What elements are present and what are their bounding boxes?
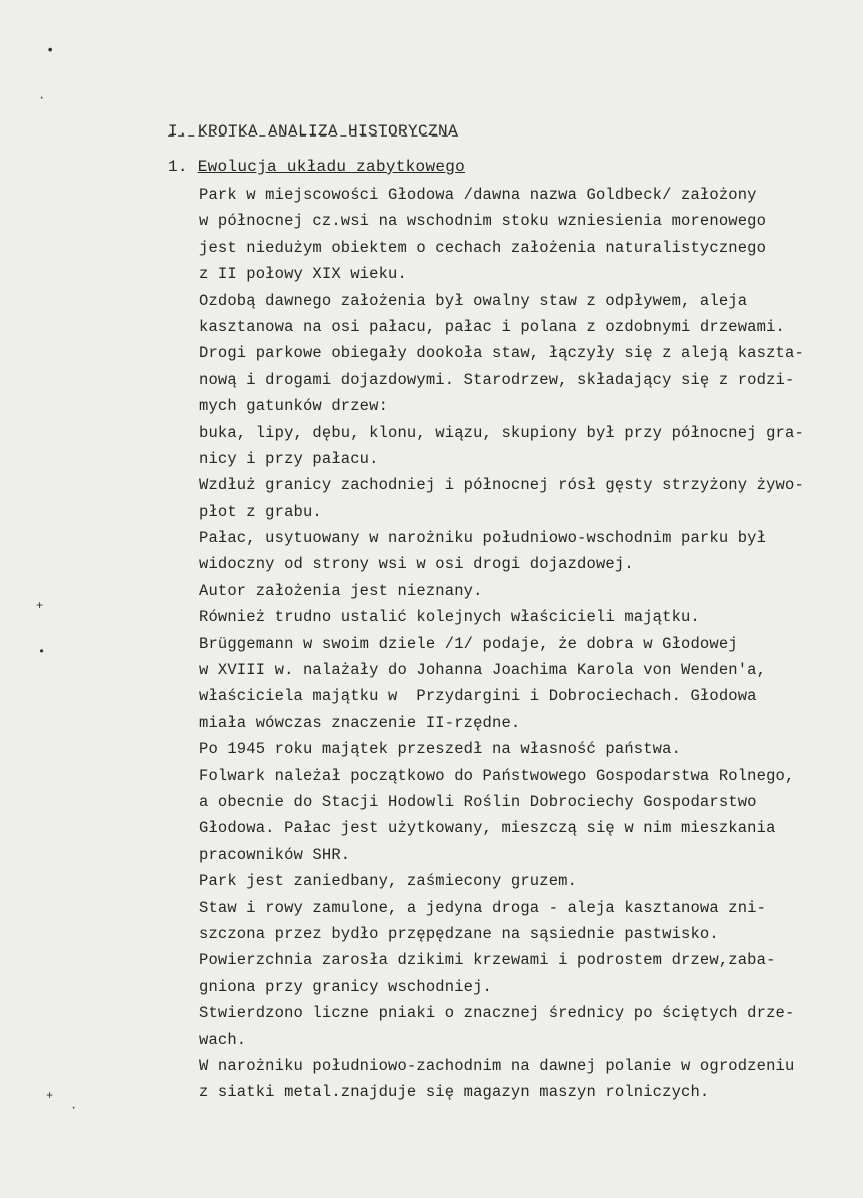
text-line: Ozdobą dawnego założenia był owalny staw z odpływem, aleja	[199, 291, 748, 310]
text-line: z siatki metal.znajduje się magazyn maszyn rolniczych.	[199, 1083, 710, 1102]
text-line: pracowników SHR.	[199, 845, 351, 864]
text-line: jest niedużym obiektem o cechach założenia naturalistycznego	[199, 238, 767, 257]
text-line: buka, lipy, dębu, klonu, wiązu, skupiony był przy północnej gra-	[199, 423, 804, 442]
text-line: Drogi parkowe obiegały dookoła staw, łączyły się z aleją kaszta-	[199, 344, 804, 363]
text-line: wach.	[199, 1030, 247, 1049]
text-line: a obecnie do Stacji Hodowli Roślin Dobrociechy Gospodarstwo	[199, 792, 757, 811]
text-line: gniona przy granicy wschodniej.	[199, 977, 492, 996]
text-line: W narożniku południowo-zachodnim na dawnej polanie w ogrodzeniu	[199, 1056, 795, 1075]
text-line: Głodowa. Pałac jest użytkowany, mieszczą się w nim mieszkania	[199, 819, 776, 838]
margin-plus: +	[36, 599, 44, 613]
subsection-title: Ewolucja układu zabytkowego	[197, 158, 466, 176]
text-line: Wzdłuż granicy zachodniej i północnej rósł gęsty strzyżony żywo-	[199, 476, 804, 495]
text-line: miała wówczas znaczenie II-rzędne.	[199, 713, 521, 732]
text-line: z II połowy XIX wieku.	[199, 265, 407, 284]
text-line: Powierzchnia zarosła dzikimi krzewami i podrostem drzew,zaba-	[199, 951, 776, 970]
text-line: właściciela majątku w Przydargini i Dobrociechach. Głodowa	[199, 687, 757, 706]
text-line: Pałac, usytuowany w narożniku południowo-wschodnim parku był	[199, 529, 767, 548]
margin-dot: ·	[38, 91, 46, 105]
text-line: Po 1945 roku majątek przeszedł na własność państwa.	[199, 740, 682, 759]
text-line: Park w miejscowości Głodowa /dawna nazwa Goldbeck/ założony	[199, 186, 757, 204]
text-line: Folwark należał początkowo do Państwowego Gospodarstwa Rolnego,	[199, 766, 795, 785]
text-line: nową i drogami dojazdowymi. Starodrzew, składający się z rodzi-	[199, 370, 795, 389]
text-line: Staw i rowy zamulone, a jedyna droga - aleja kasztanowa zni-	[199, 898, 767, 917]
margin-plus: +	[46, 1089, 54, 1103]
text-line: płot z grabu.	[199, 502, 322, 521]
text-line: Autor założenia jest nieznany.	[199, 581, 483, 600]
text-line: nicy i przy pałacu.	[199, 449, 379, 468]
text-line: widoczny od strony wsi w osi drogi dojazdowej.	[199, 555, 634, 574]
margin-dot: ·	[70, 1101, 78, 1115]
text-line: Brüggemann w swoim dziele /1/ podaje, że dobra w Głodowej	[199, 634, 738, 653]
text-line: kasztanowa na osi pałacu, pałac i polana z ozdobnymi drzewami.	[199, 317, 785, 336]
text-line: Również trudno ustalić kolejnych właścicieli majątku.	[199, 608, 700, 627]
text-line: w XVIII w. nalażały do Johanna Joachima Karola von Wenden'a,	[199, 661, 767, 680]
text-line: Stwierdzono liczne pniaki o znacznej średnicy po ściętych drze-	[199, 1004, 795, 1023]
body-text	[199, 182, 854, 1106]
text-line: mych gatunków drzew:	[199, 397, 389, 416]
text-line: w północnej cz.wsi na wschodnim stoku wzniesienia morenowego	[199, 212, 767, 231]
section-heading: I. KROTKA ANALIZA HISTORYCZNA	[168, 122, 459, 140]
subsection-heading	[168, 158, 465, 176]
subsection-number: 1.	[168, 158, 188, 176]
margin-dot: •	[46, 43, 55, 59]
margin-dot: •	[38, 645, 46, 659]
text-line: Park jest zaniedbany, zaśmiecony gruzem.	[199, 872, 578, 891]
text-line: szczona przez bydło przępędzane na sąsiednie pastwisko.	[199, 924, 719, 943]
